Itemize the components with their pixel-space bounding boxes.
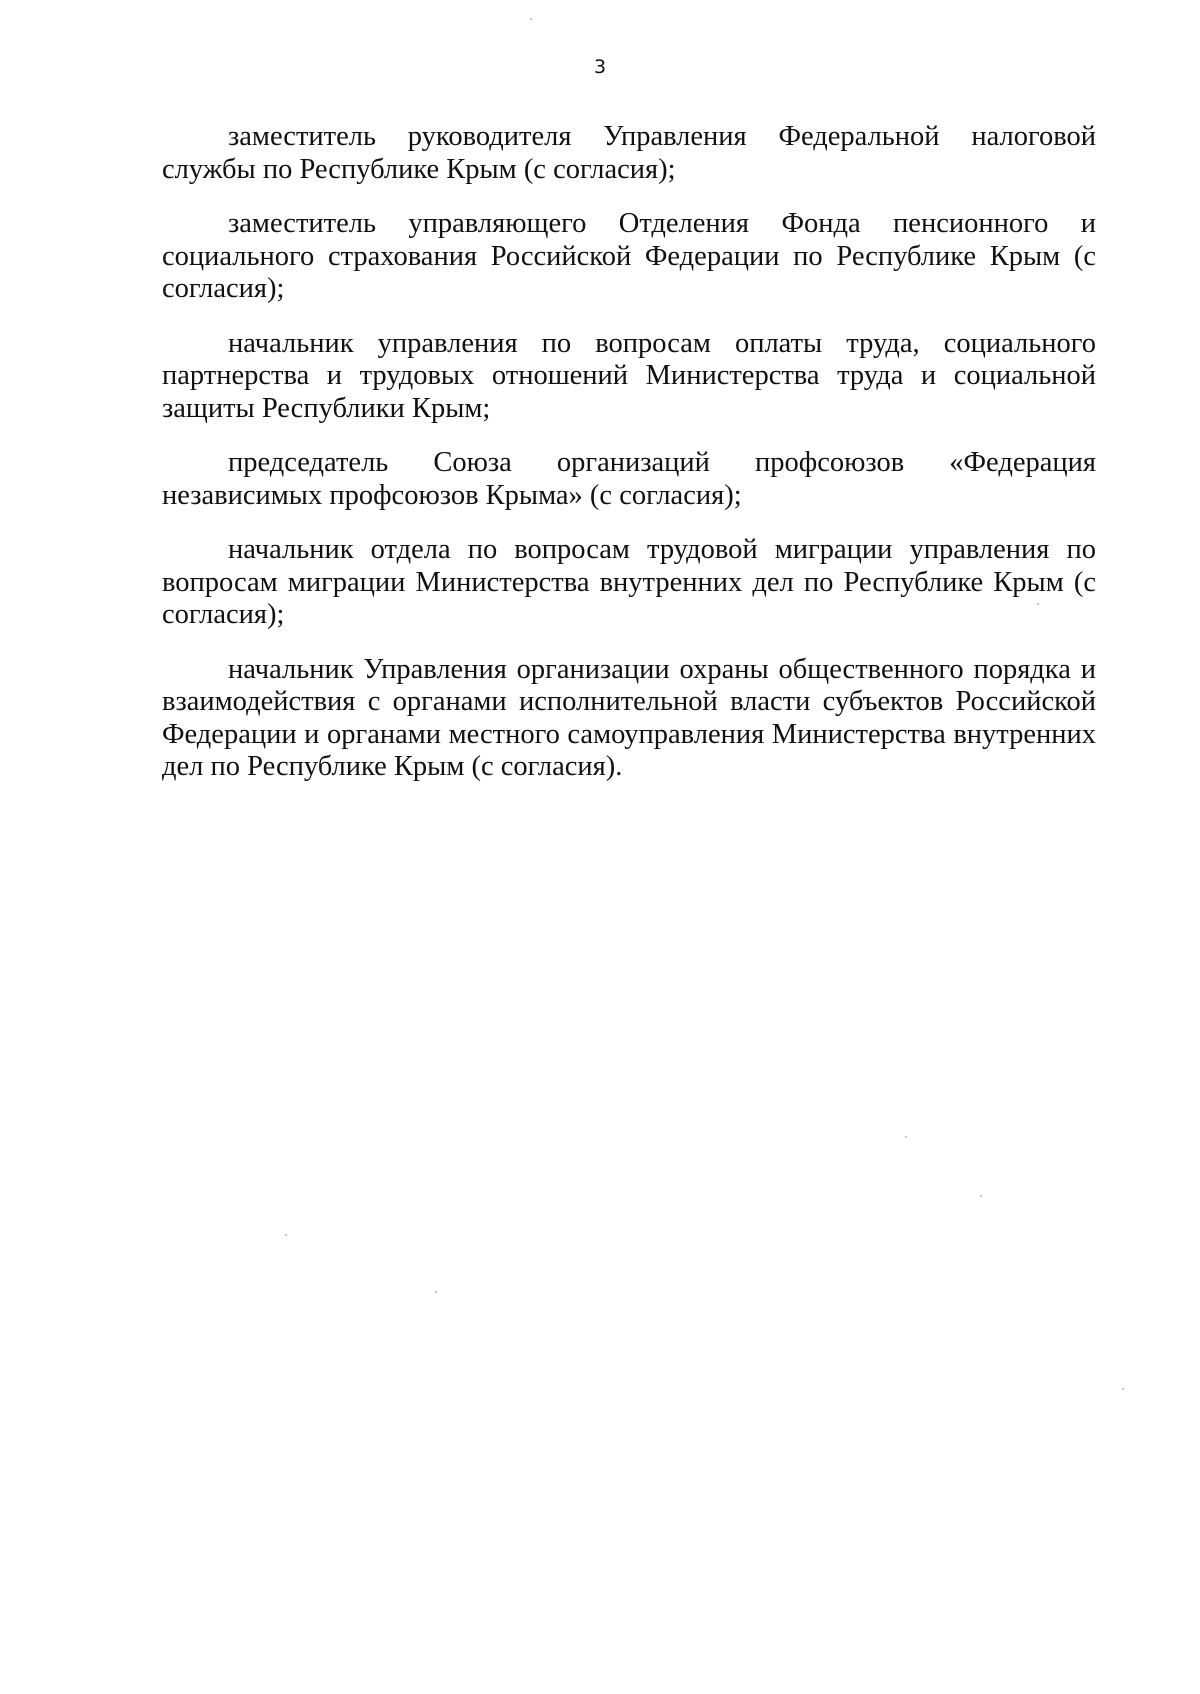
page-number: 3: [593, 56, 607, 78]
scan-speck: [1037, 603, 1039, 605]
document-body: [162, 121, 1096, 806]
scan-speck: [435, 1291, 437, 1293]
list-item: начальник отдела по вопросам трудовой миграции управления по вопросам миграции Министерства внутренних дел по Республике Крым (с согласия);: [162, 534, 1096, 630]
list-item: заместитель управляющего Отделения Фонда пенсионного и социального страхования Российской Федерации по Республике Крым (с согласия);: [162, 208, 1096, 304]
list-item: председатель Союза организаций профсоюзов «Федерация независимых профсоюзов Крыма» (с согласия);: [162, 447, 1096, 511]
scan-speck: [1122, 1388, 1124, 1390]
scan-speck: [980, 1195, 982, 1197]
list-item: заместитель руководителя Управления Федеральной налоговой службы по Республике Крым (с согласия);: [162, 121, 1096, 185]
scan-speck: [905, 1136, 907, 1138]
list-item: начальник управления по вопросам оплаты труда, социального партнерства и трудовых отношений Министерства труда и социальной защиты Республики Крым;: [162, 327, 1096, 424]
list-item: начальник Управления организации охраны общественного порядка и взаимодействия с органами исполнительной власти субъектов Российской Федерации и органами местного самоуправления Министерства внутренних дел по Республике Крым (с согласия).: [162, 653, 1096, 782]
scan-speck: [530, 18, 532, 20]
scan-speck: [285, 1234, 287, 1236]
